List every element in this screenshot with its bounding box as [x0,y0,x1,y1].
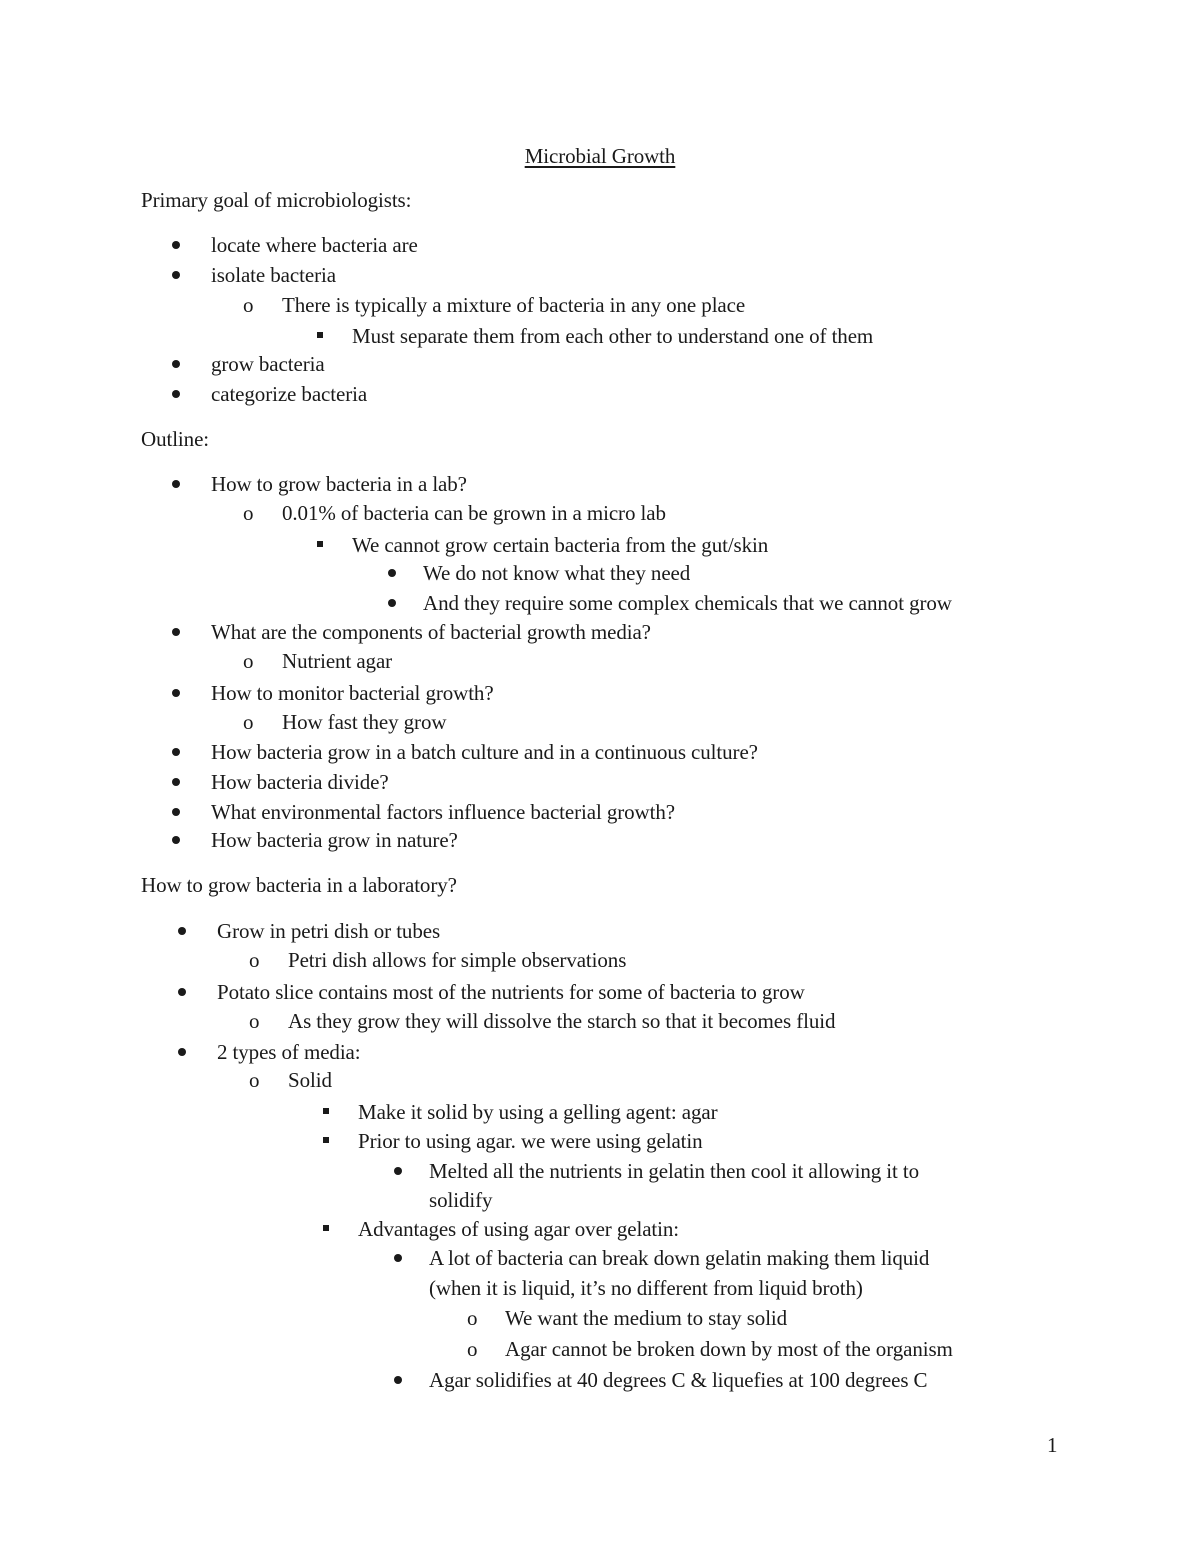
list-item-level-2: Solid [288,1068,332,1092]
list-item-level-1: 2 types of media: [217,1040,361,1064]
list-item-level-1: grow bacteria [211,352,325,376]
list-item-level-1: How to grow bacteria in a lab? [211,472,467,496]
bullet-circle-icon: o [243,501,254,525]
list-item-level-1: How bacteria grow in a batch culture and in a continuous culture? [211,740,758,764]
section-heading: Primary goal of microbiologists: [141,188,412,212]
list-item-level-4: Agar solidifies at 40 degrees C & liquefies at 100 degrees C [429,1368,928,1392]
list-item-level-1: Grow in petri dish or tubes [217,919,441,943]
bullet-dot-icon [172,778,180,786]
list-item-level-1: How to monitor bacterial growth? [211,681,494,705]
bullet-dot-icon [172,241,180,249]
list-item-level-2: As they grow they will dissolve the starch so that it becomes fluid [288,1009,836,1033]
page-number: 1 [1047,1433,1058,1457]
bullet-dot-icon [172,808,180,816]
list-item-level-4: (when it is liquid, it’s no different from liquid broth) [429,1276,863,1300]
bullet-square-icon [323,1137,329,1143]
bullet-circle-icon: o [467,1337,478,1361]
bullet-dot-icon [388,599,396,607]
list-item-level-3: Make it solid by using a gelling agent: agar [358,1100,718,1124]
list-item-level-1: categorize bacteria [211,382,368,406]
bullet-dot-icon [172,360,180,368]
list-item-level-1: Potato slice contains most of the nutrients for some of bacteria to grow [217,980,805,1004]
list-item-level-1: What environmental factors influence bacterial growth? [211,800,675,824]
bullet-dot-icon [388,569,396,577]
list-item-level-1: isolate bacteria [211,263,336,287]
list-item-level-3: Must separate them from each other to understand one of them [352,324,874,348]
bullet-circle-icon: o [467,1306,478,1330]
section-heading: How to grow bacteria in a laboratory? [141,873,457,897]
bullet-circle-icon: o [243,293,254,317]
list-item-level-3: Prior to using agar. we were using gelatin [358,1129,703,1153]
list-item-level-4: We do not know what they need [423,561,691,585]
bullet-circle-icon: o [249,948,260,972]
bullet-dot-icon [172,748,180,756]
bullet-dot-icon [172,689,180,697]
bullet-dot-icon [394,1254,402,1262]
bullet-square-icon [323,1225,329,1231]
list-item-level-4: Melted all the nutrients in gelatin then cool it allowing it to [429,1159,920,1183]
bullet-square-icon [317,541,323,547]
list-item-level-1: How bacteria divide? [211,770,389,794]
section-heading: Outline: [141,427,210,451]
list-item-level-5: Agar cannot be broken down by most of the organism [505,1337,953,1361]
bullet-dot-icon [178,1048,186,1056]
bullet-circle-icon: o [243,649,254,673]
bullet-dot-icon [178,927,186,935]
bullet-dot-icon [172,390,180,398]
list-item-level-2: Petri dish allows for simple observations [288,948,627,972]
document-title: Microbial Growth [524,144,676,168]
bullet-dot-icon [178,988,186,996]
list-item-level-4: And they require some complex chemicals that we cannot grow [423,591,952,615]
list-item-level-2: Nutrient agar [282,649,393,673]
bullet-dot-icon [172,480,180,488]
list-item-level-2: There is typically a mixture of bacteria in any one place [282,293,746,317]
list-item-level-1: locate where bacteria are [211,233,418,257]
list-item-level-3: Advantages of using agar over gelatin: [358,1217,680,1241]
bullet-circle-icon: o [249,1068,260,1092]
list-item-level-1: What are the components of bacterial growth media? [211,620,651,644]
bullet-circle-icon: o [243,710,254,734]
list-item-level-1: How bacteria grow in nature? [211,828,458,852]
list-item-level-5: We want the medium to stay solid [505,1306,788,1330]
bullet-dot-icon [172,836,180,844]
bullet-square-icon [317,332,323,338]
list-item-level-4: A lot of bacteria can break down gelatin making them liquid [429,1246,930,1270]
list-item-level-2: 0.01% of bacteria can be grown in a micro lab [282,501,666,525]
list-item-level-3: We cannot grow certain bacteria from the gut/skin [352,533,769,557]
bullet-dot-icon [172,628,180,636]
list-item-level-2: How fast they grow [282,710,447,734]
list-item-level-4: solidify [429,1188,493,1212]
bullet-square-icon [323,1108,329,1114]
bullet-dot-icon [172,271,180,279]
bullet-dot-icon [394,1167,402,1175]
bullet-circle-icon: o [249,1009,260,1033]
bullet-dot-icon [394,1376,402,1384]
